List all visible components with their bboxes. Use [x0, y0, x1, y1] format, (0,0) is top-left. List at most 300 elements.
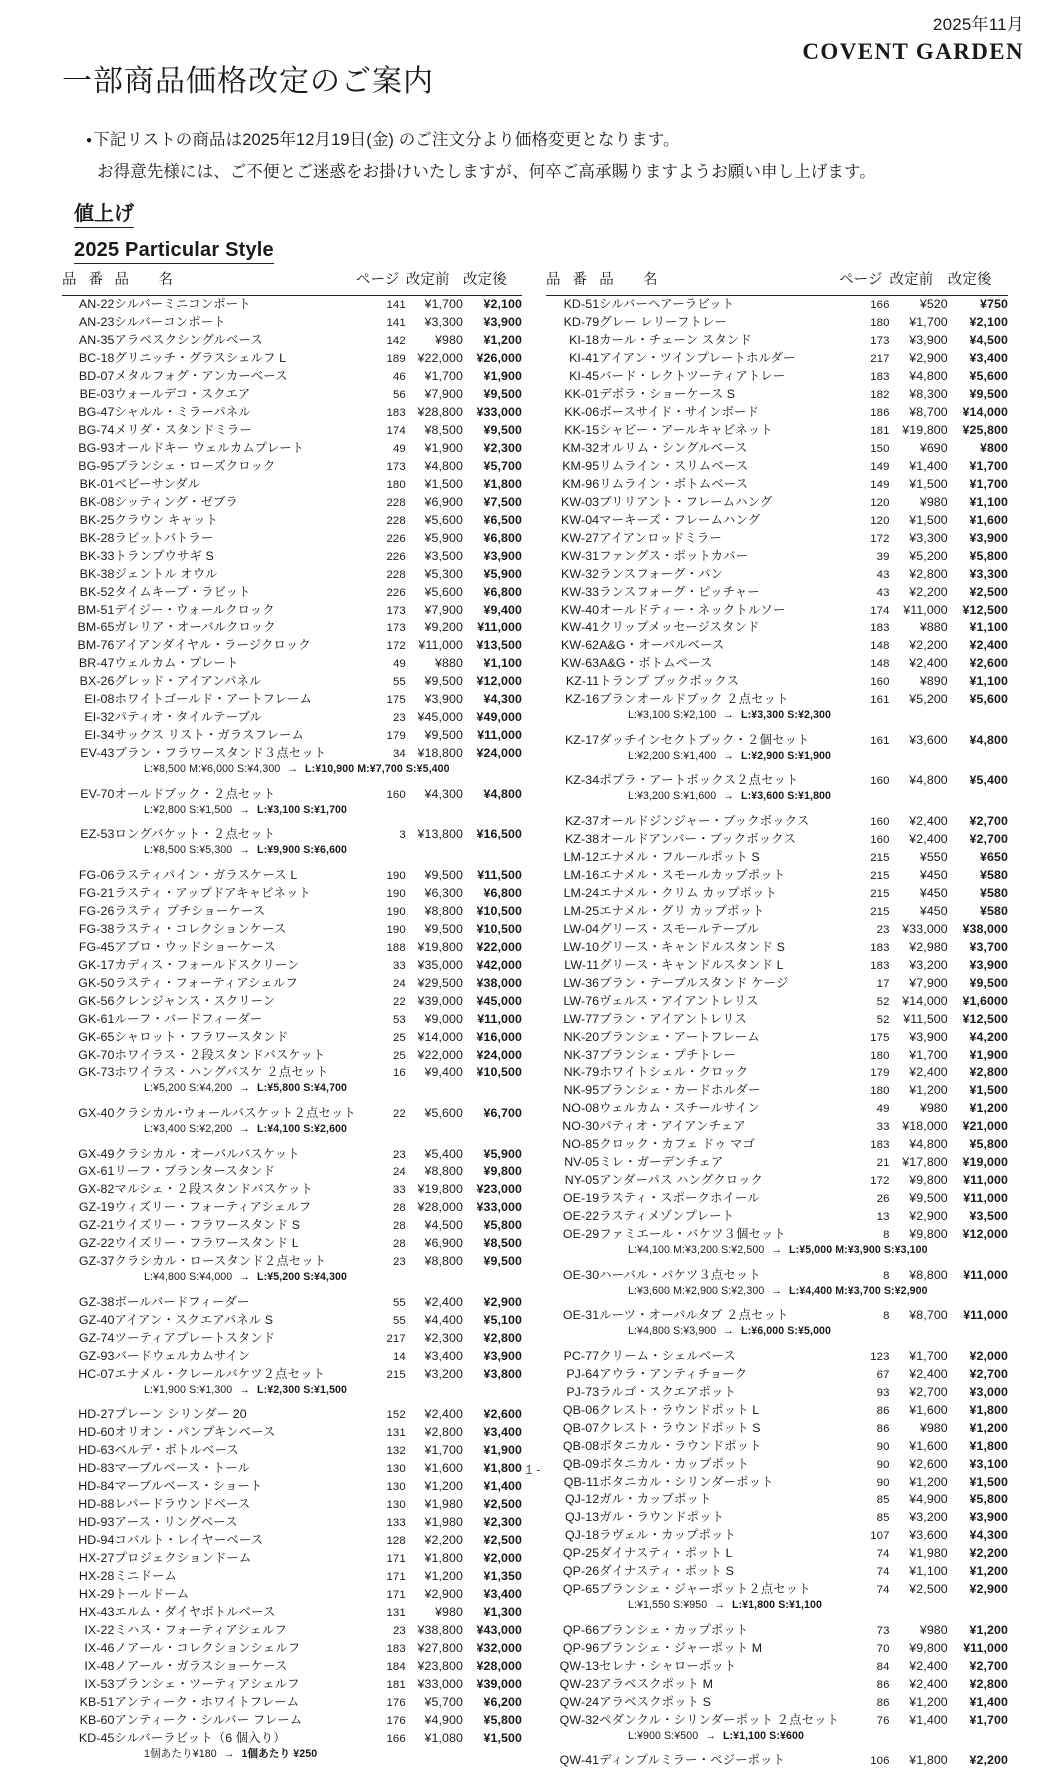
- product-code: KI-41: [546, 350, 599, 368]
- old-price: ¥1,500: [890, 512, 948, 530]
- product-code: HD-63: [62, 1442, 115, 1460]
- table-row: [546, 1190, 1008, 1208]
- catalog-page: 55: [356, 673, 406, 691]
- catalog-page: 70: [839, 1640, 889, 1658]
- old-price: ¥2,900: [890, 350, 948, 368]
- table-subrow: [62, 1748, 522, 1764]
- product-code: GZ-74: [62, 1330, 115, 1348]
- arrow-icon: →: [217, 1748, 242, 1760]
- product-code: PJ-64: [546, 1366, 599, 1384]
- old-price: ¥1,600: [890, 1402, 948, 1420]
- product-name: アブロ・ウッドショーケース: [115, 939, 356, 957]
- product-name: ボールバードフィーダー: [115, 1294, 356, 1312]
- old-price: ¥2,200: [890, 584, 948, 602]
- product-name: ボタニカル・ラウンドポット: [599, 1438, 839, 1456]
- table-row: [62, 1145, 522, 1163]
- new-price: ¥1,200: [948, 1100, 1008, 1118]
- product-name: アンティーク・シルバー フレーム: [115, 1712, 356, 1730]
- catalog-page: 184: [356, 1658, 406, 1676]
- table-subrow: [546, 1730, 1008, 1746]
- table-row: [546, 655, 1008, 673]
- new-price: ¥1,800: [463, 476, 522, 494]
- catalog-page: 56: [356, 386, 406, 404]
- table-row: [546, 1100, 1008, 1118]
- table-row: [62, 1105, 522, 1123]
- old-price: ¥1,400: [890, 458, 948, 476]
- product-name: ミハス・フォーティアシェルフ: [115, 1622, 356, 1640]
- table-row: [546, 332, 1008, 350]
- product-code: HD-60: [62, 1424, 115, 1442]
- old-price: ¥1,700: [890, 1046, 948, 1064]
- product-name: エルム・ダイヤボトルベース: [115, 1604, 356, 1622]
- product-code: KK-01: [546, 386, 599, 404]
- new-price: ¥3,400: [948, 350, 1008, 368]
- product-name: デボラ・ショーケース S: [599, 386, 839, 404]
- product-name: ボタニカル・シリンダーポット: [599, 1473, 839, 1491]
- product-name: ポプラ・アートボックス２点セット: [599, 772, 839, 790]
- product-code: KZ-37: [546, 813, 599, 831]
- old-price: ¥22,000: [406, 1046, 463, 1064]
- old-price: ¥450: [890, 867, 948, 885]
- new-price: ¥5,400: [948, 772, 1008, 790]
- new-price: ¥16,000: [463, 1028, 522, 1046]
- product-name: ブラン・アイアントレリス: [599, 1011, 839, 1029]
- set-new-prices: 1個あたり ¥250: [241, 1748, 317, 1760]
- set-old-prices: 1個あたり¥180: [144, 1748, 217, 1760]
- product-name: クリーム・シェルベース: [599, 1348, 839, 1366]
- table-row: [546, 831, 1008, 849]
- new-price: ¥9,500: [948, 386, 1008, 404]
- set-new-prices: L:¥1,800 S:¥1,100: [732, 1599, 822, 1611]
- old-price: ¥6,900: [406, 494, 463, 512]
- new-price: ¥3,100: [948, 1456, 1008, 1474]
- product-code: EI-08: [62, 691, 115, 709]
- new-price: ¥42,000: [463, 957, 522, 975]
- table-row: [62, 1163, 522, 1181]
- new-price: ¥3,500: [948, 1208, 1008, 1226]
- product-name: A&G・オーバルベース: [599, 637, 839, 655]
- old-price: ¥4,400: [406, 1312, 463, 1330]
- table-row: [62, 1348, 522, 1366]
- catalog-page: 16: [356, 1064, 406, 1082]
- set-old-prices: L:¥900 S:¥500: [628, 1730, 698, 1742]
- table-row: [546, 1563, 1008, 1581]
- col-header-code: 品 番: [546, 268, 599, 296]
- product-name: オールドティー・ネックトルソー: [599, 601, 839, 619]
- product-code: EV-43: [62, 745, 115, 763]
- new-price: ¥2,300: [463, 1514, 522, 1532]
- catalog-page: 28: [356, 1217, 406, 1235]
- table-row: [62, 619, 522, 637]
- table-row: [62, 1568, 522, 1586]
- catalog-page: 130: [356, 1496, 406, 1514]
- table-row: [62, 458, 522, 476]
- product-name: メリダ・スタンドミラー: [115, 422, 356, 440]
- catalog-page: 183: [356, 404, 406, 422]
- table-row: [62, 1532, 522, 1550]
- catalog-page: 217: [356, 1330, 406, 1348]
- product-code: AN-22: [62, 296, 115, 314]
- product-name: ブランシェ・プチトレー: [599, 1046, 839, 1064]
- catalog-page: 215: [356, 1366, 406, 1384]
- product-name: ミレ・ガーデンチェア: [599, 1154, 839, 1172]
- table-row: [62, 1676, 522, 1694]
- catalog-page: 175: [839, 1028, 889, 1046]
- old-price: ¥7,900: [406, 386, 463, 404]
- table-row: [546, 1676, 1008, 1694]
- catalog-page: 85: [839, 1491, 889, 1509]
- table-row: [546, 1658, 1008, 1676]
- new-price: ¥11,000: [948, 1640, 1008, 1658]
- table-row: [62, 1011, 522, 1029]
- catalog-page: 86: [839, 1420, 889, 1438]
- catalog-page: 183: [839, 939, 889, 957]
- product-code: NK-79: [546, 1064, 599, 1082]
- set-old-prices: L:¥8,500 M:¥6,000 S:¥4,300: [144, 763, 280, 775]
- new-price: ¥4,300: [948, 1527, 1008, 1545]
- table-row: [62, 1424, 522, 1442]
- catalog-page: 180: [839, 314, 889, 332]
- row-spacer: [62, 1098, 522, 1105]
- col-header-page: ページ: [356, 268, 406, 296]
- set-old-prices: L:¥4,100 M:¥3,200 S:¥2,500: [628, 1244, 764, 1256]
- new-price: ¥12,000: [463, 673, 522, 691]
- row-spacer: [62, 1399, 522, 1406]
- old-price: ¥11,500: [890, 1011, 948, 1029]
- catalog-page: 28: [356, 1199, 406, 1217]
- product-name: クラシカル・ロースタンド２点セット: [115, 1253, 356, 1271]
- catalog-page: 174: [356, 422, 406, 440]
- product-name: オールドアンバー・ブックボックス: [599, 831, 839, 849]
- new-price: ¥7,500: [463, 494, 522, 512]
- old-price: ¥1,200: [406, 1568, 463, 1586]
- product-name: ヴェルス・アイアントレリス: [599, 993, 839, 1011]
- table-header-row: [546, 268, 1008, 296]
- section-subheading: 2025 Particular Style: [74, 238, 274, 264]
- new-price: ¥5,800: [463, 1217, 522, 1235]
- table-row: [546, 975, 1008, 993]
- product-name: デイジー・ウォールクロック: [115, 601, 356, 619]
- new-price: ¥5,900: [463, 1145, 522, 1163]
- new-price: ¥1,300: [463, 1604, 522, 1622]
- col-header-name: 品 名: [115, 268, 356, 296]
- new-price: ¥11,000: [463, 727, 522, 745]
- set-new-prices: L:¥2,300 S:¥1,500: [257, 1384, 347, 1396]
- old-price: ¥33,000: [406, 1676, 463, 1694]
- catalog-page: 188: [356, 939, 406, 957]
- table-row: [62, 885, 522, 903]
- product-name: シャルル・ミラーパネル: [115, 404, 356, 422]
- table-row: [546, 1402, 1008, 1420]
- table-row: [546, 1694, 1008, 1712]
- catalog-page: 74: [839, 1581, 889, 1599]
- catalog-page: 33: [839, 1118, 889, 1136]
- new-price: ¥10,500: [463, 903, 522, 921]
- catalog-page: 190: [356, 885, 406, 903]
- new-price: ¥2,700: [948, 813, 1008, 831]
- product-code: OE-29: [546, 1226, 599, 1244]
- new-price: ¥38,000: [948, 921, 1008, 939]
- old-price: ¥3,500: [406, 548, 463, 566]
- arrow-icon: →: [232, 1271, 257, 1283]
- product-name: クラシカル・オーバルバスケット: [115, 1145, 356, 1163]
- section-heading: 値上げ: [74, 203, 134, 228]
- product-name: メタルフォグ・アンカーベース: [115, 368, 356, 386]
- product-name: ガル・ラウンドポット: [599, 1509, 839, 1527]
- new-price: ¥1,100: [948, 619, 1008, 637]
- product-code: GK-56: [62, 993, 115, 1011]
- arrow-icon: →: [716, 1325, 741, 1337]
- table-row: [62, 386, 522, 404]
- product-code: PC-77: [546, 1348, 599, 1366]
- new-price: ¥1,100: [948, 673, 1008, 691]
- new-price: ¥4,300: [463, 691, 522, 709]
- old-price: ¥5,700: [406, 1694, 463, 1712]
- product-name: アース・リングベース: [115, 1514, 356, 1532]
- old-price: ¥1,980: [406, 1514, 463, 1532]
- product-code: GZ-19: [62, 1199, 115, 1217]
- product-name: ランスフォーグ・ピッチャー: [599, 584, 839, 602]
- new-price: ¥3,900: [463, 314, 522, 332]
- product-code: KZ-16: [546, 691, 599, 709]
- col-header-old-price: 改定前: [406, 268, 463, 296]
- catalog-page: 183: [839, 957, 889, 975]
- product-name: パティオ・アイアンチェア: [599, 1118, 839, 1136]
- catalog-page: 161: [839, 691, 889, 709]
- table-row: [546, 458, 1008, 476]
- catalog-page: 93: [839, 1384, 889, 1402]
- table-row: [62, 1253, 522, 1271]
- catalog-page: 172: [839, 530, 889, 548]
- new-price: ¥1,900: [948, 1046, 1008, 1064]
- table-row: [546, 1267, 1008, 1285]
- catalog-page: 190: [356, 921, 406, 939]
- catalog-page: 25: [356, 1046, 406, 1064]
- product-code: KW-62: [546, 637, 599, 655]
- old-price: ¥9,500: [406, 673, 463, 691]
- product-code: HD-94: [62, 1532, 115, 1550]
- catalog-page: 3: [356, 826, 406, 844]
- new-price: ¥2,500: [463, 1496, 522, 1514]
- product-code: HD-83: [62, 1460, 115, 1478]
- product-name: リーフ・プランタースタンド: [115, 1163, 356, 1181]
- old-price: ¥2,400: [890, 1064, 948, 1082]
- table-subrow: [546, 1325, 1008, 1341]
- old-price: ¥2,400: [890, 1658, 948, 1676]
- table-row: [62, 1330, 522, 1348]
- product-name: タイムキープ・ラビット: [115, 584, 356, 602]
- catalog-page: 215: [839, 849, 889, 867]
- product-name: シルバーコンポート: [115, 314, 356, 332]
- old-price: ¥690: [890, 440, 948, 458]
- old-price: ¥1,100: [890, 1563, 948, 1581]
- catalog-page: 226: [356, 548, 406, 566]
- product-code: KZ-11: [546, 673, 599, 691]
- table-subrow: [62, 1384, 522, 1400]
- product-name: ラスティ・フォーティアシェルフ: [115, 975, 356, 993]
- old-price: ¥13,800: [406, 826, 463, 844]
- product-name: エナメル・グリ カップポット: [599, 903, 839, 921]
- catalog-page: 24: [356, 975, 406, 993]
- new-price: ¥2,200: [948, 1545, 1008, 1563]
- row-spacer: [546, 1341, 1008, 1348]
- old-price: ¥450: [890, 885, 948, 903]
- table-row: [546, 314, 1008, 332]
- arrow-icon: →: [707, 1599, 732, 1611]
- row-spacer: [546, 806, 1008, 813]
- table-row: [62, 1478, 522, 1496]
- table-row: [62, 422, 522, 440]
- catalog-page: 172: [356, 637, 406, 655]
- catalog-page: 130: [356, 1460, 406, 1478]
- table-row: [62, 1730, 522, 1748]
- row-spacer: [546, 1300, 1008, 1307]
- new-price: ¥1,6000: [948, 993, 1008, 1011]
- catalog-page: 190: [356, 903, 406, 921]
- product-name: ラビットバトラー: [115, 530, 356, 548]
- table-row: [62, 530, 522, 548]
- catalog-page: 133: [356, 1514, 406, 1532]
- table-row: [546, 548, 1008, 566]
- old-price: ¥3,600: [890, 1527, 948, 1545]
- product-name: ランスフォーグ・パン: [599, 566, 839, 584]
- product-name: ブランシェ・カードホルダー: [599, 1082, 839, 1100]
- catalog-page: 141: [356, 296, 406, 314]
- product-name: ロングバケット・２点セット: [115, 826, 356, 844]
- old-price: ¥2,900: [890, 1208, 948, 1226]
- table-row: [62, 867, 522, 885]
- new-price: ¥2,800: [948, 1676, 1008, 1694]
- product-name: ノアール・ガラスショーケース: [115, 1658, 356, 1676]
- old-price: ¥520: [890, 296, 948, 314]
- table-row: [62, 826, 522, 844]
- catalog-page: 190: [356, 867, 406, 885]
- row-spacer: [62, 860, 522, 867]
- product-name: ダッチインセクトブック・２個セット: [599, 732, 839, 750]
- catalog-page: 22: [356, 1105, 406, 1123]
- arrow-icon: →: [764, 1244, 789, 1256]
- product-name: ラヴェル・カップポット: [599, 1527, 839, 1545]
- table-row: [546, 867, 1008, 885]
- product-name: レパードラウンドベース: [115, 1496, 356, 1514]
- new-price: ¥1,200: [948, 1420, 1008, 1438]
- catalog-page: 128: [356, 1532, 406, 1550]
- catalog-page: 182: [839, 386, 889, 404]
- price-table-right: [546, 268, 1008, 1770]
- old-price: ¥19,800: [406, 1181, 463, 1199]
- product-code: AN-23: [62, 314, 115, 332]
- product-code: KD-45: [62, 1730, 115, 1748]
- product-name: マルシェ・２段スタンドバスケット: [115, 1181, 356, 1199]
- table-row: [62, 655, 522, 673]
- product-code: NO-30: [546, 1118, 599, 1136]
- catalog-page: 183: [356, 1640, 406, 1658]
- old-price: ¥5,600: [406, 584, 463, 602]
- table-row: [546, 296, 1008, 314]
- product-name: ホワイラス・２段スタンドバスケット: [115, 1046, 356, 1064]
- catalog-page: 86: [839, 1676, 889, 1694]
- product-code: GK-73: [62, 1064, 115, 1082]
- new-price: ¥2,000: [463, 1550, 522, 1568]
- catalog-page: 21: [839, 1154, 889, 1172]
- new-price: ¥49,000: [463, 709, 522, 727]
- table-row: [62, 1694, 522, 1712]
- old-price: ¥29,500: [406, 975, 463, 993]
- old-price: ¥1,700: [406, 368, 463, 386]
- old-price: ¥1,200: [890, 1473, 948, 1491]
- catalog-page: 26: [839, 1190, 889, 1208]
- catalog-page: 74: [839, 1563, 889, 1581]
- product-name: アイアンダイヤル・ラージクロック: [115, 637, 356, 655]
- catalog-page: 84: [839, 1658, 889, 1676]
- product-code: GZ-37: [62, 1253, 115, 1271]
- product-name: オールドブック・２点セット: [115, 786, 356, 804]
- product-name: ラスティ・アップドアキャビネット: [115, 885, 356, 903]
- product-code: QB-06: [546, 1402, 599, 1420]
- table-row: [546, 368, 1008, 386]
- product-code: BG-95: [62, 458, 115, 476]
- product-code: GZ-22: [62, 1235, 115, 1253]
- old-price: ¥19,800: [406, 939, 463, 957]
- product-name: ウイズリー・フラワースタンド S: [115, 1217, 356, 1235]
- catalog-page: 8: [839, 1307, 889, 1325]
- new-price: ¥8,500: [463, 1235, 522, 1253]
- table-row: [546, 1581, 1008, 1599]
- product-name: エナメル・クレールバケツ２点セット: [115, 1366, 356, 1384]
- catalog-page: 23: [356, 1253, 406, 1271]
- row-spacer: [546, 765, 1008, 772]
- product-code: FG-06: [62, 867, 115, 885]
- product-name: クロック・カフェ ドゥ マゴ: [599, 1136, 839, 1154]
- catalog-page: 13: [839, 1208, 889, 1226]
- new-price: ¥38,000: [463, 975, 522, 993]
- product-code: GX-82: [62, 1181, 115, 1199]
- catalog-page: 23: [356, 709, 406, 727]
- table-row: [546, 921, 1008, 939]
- product-name: ブランシェ・ジャーポット２点セット: [599, 1581, 839, 1599]
- catalog-page: 179: [839, 1064, 889, 1082]
- product-code: FG-38: [62, 921, 115, 939]
- new-price: ¥1,500: [948, 1082, 1008, 1100]
- table-row: [546, 1366, 1008, 1384]
- product-name: ラスティメゾンプレート: [599, 1208, 839, 1226]
- new-price: ¥1,400: [463, 1478, 522, 1496]
- product-code: AN-35: [62, 332, 115, 350]
- set-old-prices: L:¥3,600 M:¥2,900 S:¥2,300: [628, 1285, 764, 1297]
- old-price: ¥980: [890, 494, 948, 512]
- catalog-page: 149: [839, 476, 889, 494]
- product-code: KW-03: [546, 494, 599, 512]
- old-price: ¥1,600: [890, 1438, 948, 1456]
- new-price: ¥24,000: [463, 745, 522, 763]
- product-name: ラルゴ・スクエアポット: [599, 1384, 839, 1402]
- product-name: コバルト・レイヤーベース: [115, 1532, 356, 1550]
- table-row: [62, 1586, 522, 1604]
- table-row: [62, 921, 522, 939]
- table-row: [546, 813, 1008, 831]
- row-spacer: [546, 1260, 1008, 1267]
- row-spacer: [546, 1615, 1008, 1622]
- set-new-prices: L:¥5,200 S:¥4,300: [257, 1271, 347, 1283]
- product-code: QW-41: [546, 1752, 599, 1770]
- table-row: [546, 584, 1008, 602]
- old-price: ¥1,200: [406, 1478, 463, 1496]
- old-price: ¥19,800: [890, 422, 948, 440]
- catalog-page: 150: [839, 440, 889, 458]
- product-name: リムライン・ボトムベース: [599, 476, 839, 494]
- old-price: ¥2,600: [890, 1456, 948, 1474]
- catalog-page: 130: [356, 1478, 406, 1496]
